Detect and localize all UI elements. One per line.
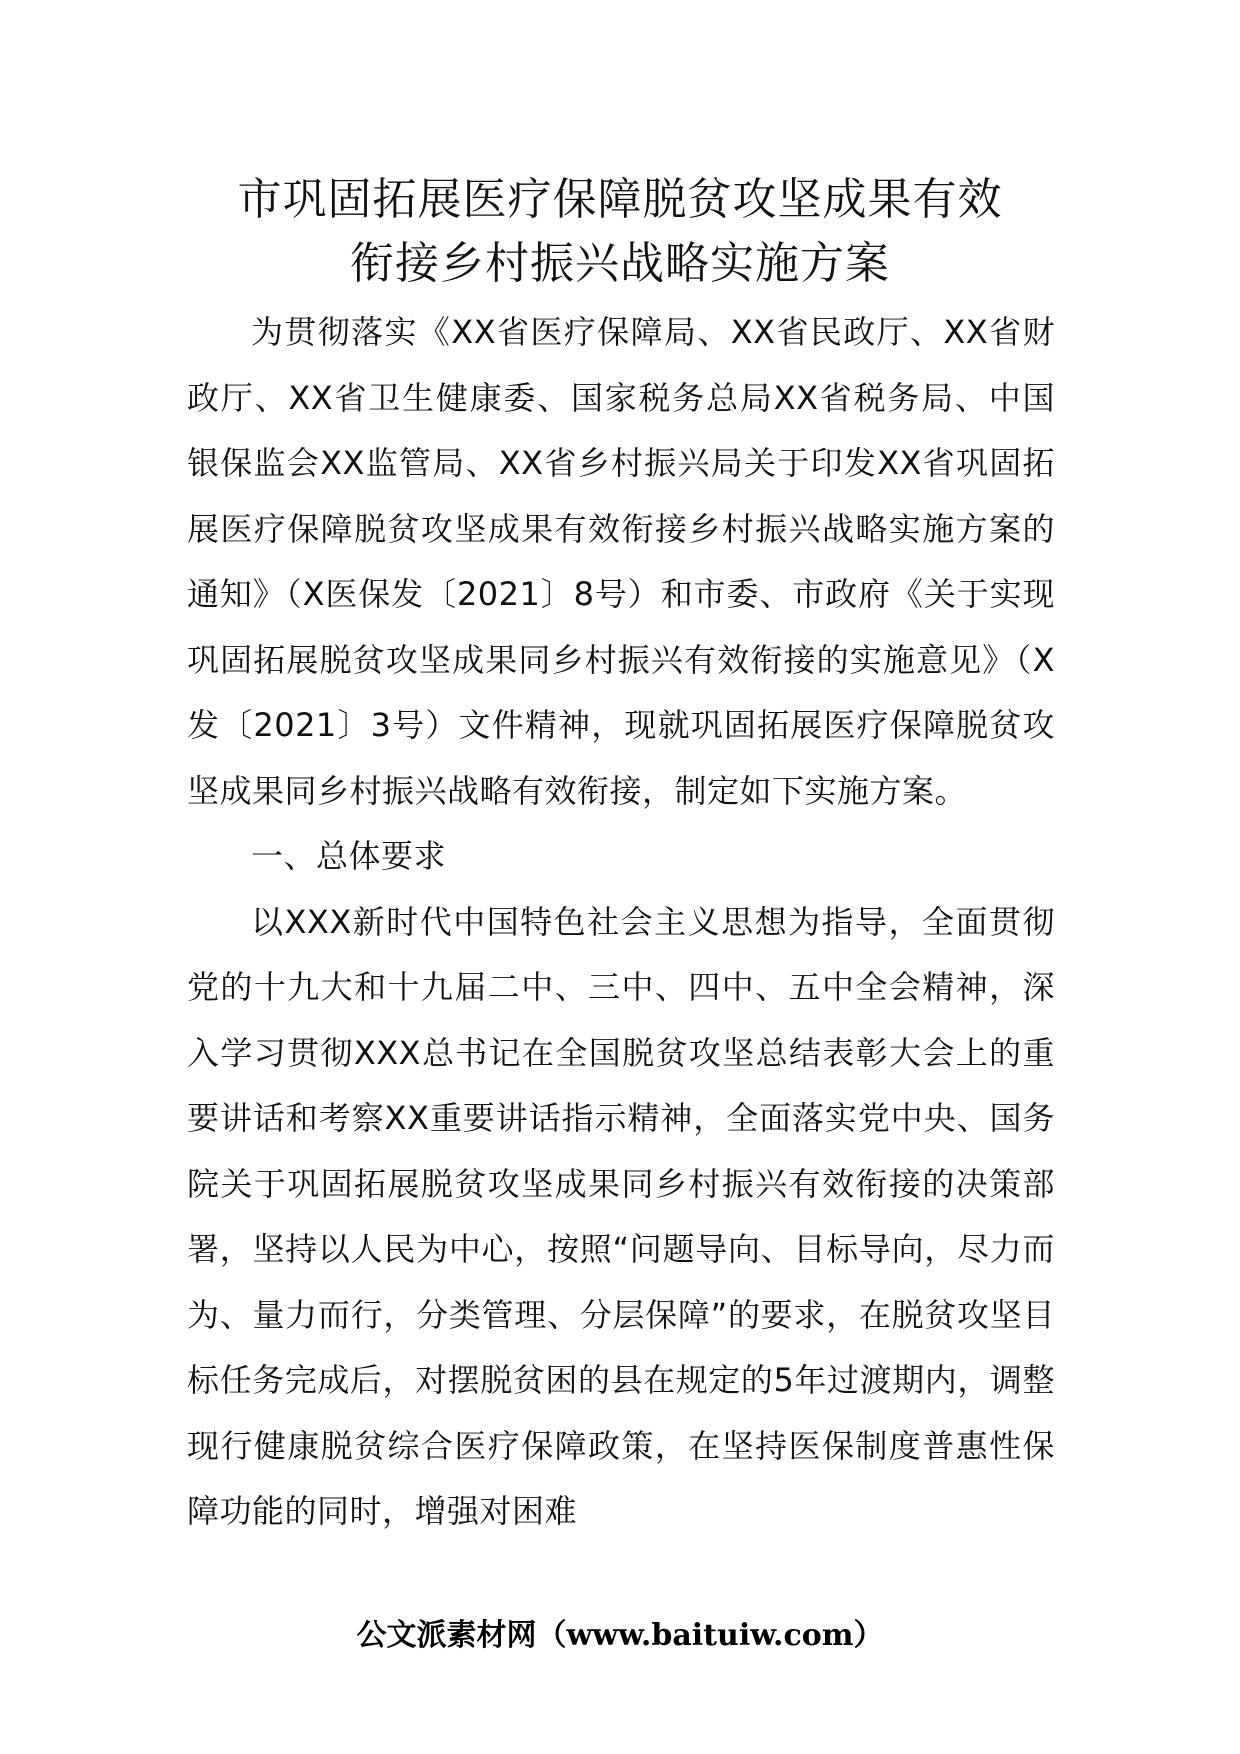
document-body <box>187 300 1055 1545</box>
section-heading-general-requirements: 一、总体要求 <box>251 837 447 875</box>
document-title-line-2: 衔接乡村振兴战略实施方案 <box>350 238 890 289</box>
intro-paragraph: 为贯彻落实《XX省医疗保障局、XX省民政厅、XX省财政厅、XX省卫生健康委、国家税务总局XX省税务局、中国银保监会XX监管局、XX省乡村振兴局关于印发XX省巩固拓展医疗保障脱贫攻坚成果有效衔接乡村振兴战略实施方案的通知》（X医保发〔2021〕8号）和市委、市政府《关于实现巩固拓展脱贫攻坚成果同乡村振兴有效衔接的实施意见》（X发〔2021〕3号）文件精神，现就巩固拓展医疗保障脱贫攻坚成果同乡村振兴战略有效衔接，制定如下实施方案。 <box>187 313 1055 810</box>
document-title-line-1: 市巩固拓展医疗保障脱贫攻坚成果有效 <box>237 174 1003 225</box>
watermark-footer: 公文派素材网（www.baituiw.com） <box>356 1618 884 1653</box>
body-paragraph: 以XXX新时代中国特色社会主义思想为指导，全面贯彻党的十九大和十九届二中、三中、四中、五中全会精神，深入学习贯彻XXX总书记在全国脱贫攻坚总结表彰大会上的重要讲话和考察XX重要讲话指示精神，全面落实党中央、国务院关于巩固拓展脱贫攻坚成果同乡村振兴有效衔接的决策部署，坚持以人民为中心，按照“问题导向、目标导向，尽力而为、量力而行，分类管理、分层保障”的要求，在脱贫攻坚目标任务完成后，对摆脱贫困的县在规定的5年过渡期内，调整现行健康脱贫综合医疗保障政策，在坚持医保制度普惠性保障功能的同时，增强对困难 <box>187 902 1055 1530</box>
